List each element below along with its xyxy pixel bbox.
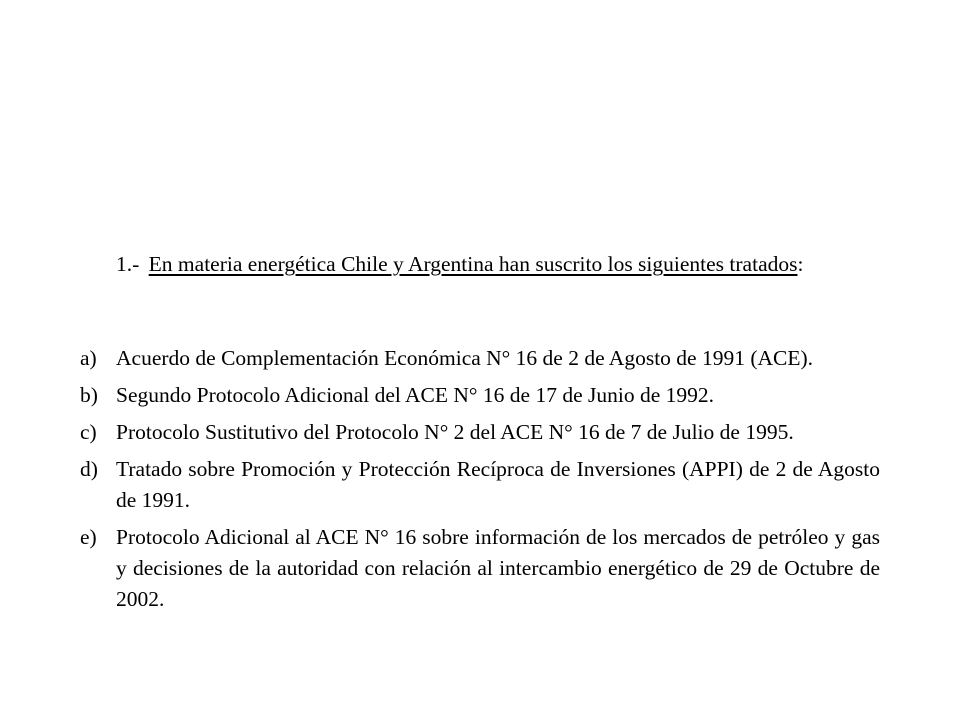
treaty-marker: e) bbox=[80, 525, 97, 549]
treaty-marker: d) bbox=[80, 457, 98, 481]
treaty-list bbox=[80, 343, 880, 621]
treaty-item-c bbox=[80, 417, 880, 448]
treaty-item-a bbox=[80, 343, 880, 374]
treaty-marker: b) bbox=[80, 383, 98, 407]
treaty-marker: c) bbox=[80, 420, 97, 444]
treaty-text: Acuerdo de Complementación Económica N° 16 de 2 de Agosto de 1991 (ACE). bbox=[116, 346, 814, 370]
section-number: 1.- bbox=[116, 252, 140, 276]
treaty-text: Protocolo Sustitutivo del Protocolo N° 2 del ACE N° 16 de 7 de Julio de 1995. bbox=[116, 420, 794, 444]
treaty-marker: a) bbox=[80, 346, 97, 370]
treaty-item-e bbox=[80, 522, 880, 615]
treaty-item-d bbox=[80, 454, 880, 516]
treaty-item-b bbox=[80, 380, 880, 411]
section-heading bbox=[116, 249, 880, 280]
treaty-text: Segundo Protocolo Adicional del ACE N° 16 de 17 de Junio de 1992. bbox=[116, 383, 715, 407]
section-title-suffix: : bbox=[797, 252, 804, 276]
treaty-text: Tratado sobre Promoción y Protección Recíproca de Inversiones (APPI) de 2 de Agosto de 1991. bbox=[116, 457, 880, 512]
section-title: En materia energética Chile y Argentina han suscrito los siguientes tratados bbox=[148, 252, 798, 276]
treaty-text: Protocolo Adicional al ACE N° 16 sobre información de los mercados de petróleo y gas y decisiones de la autoridad con relación al intercambio energético de 29 de Octubre de 2002. bbox=[116, 525, 880, 611]
